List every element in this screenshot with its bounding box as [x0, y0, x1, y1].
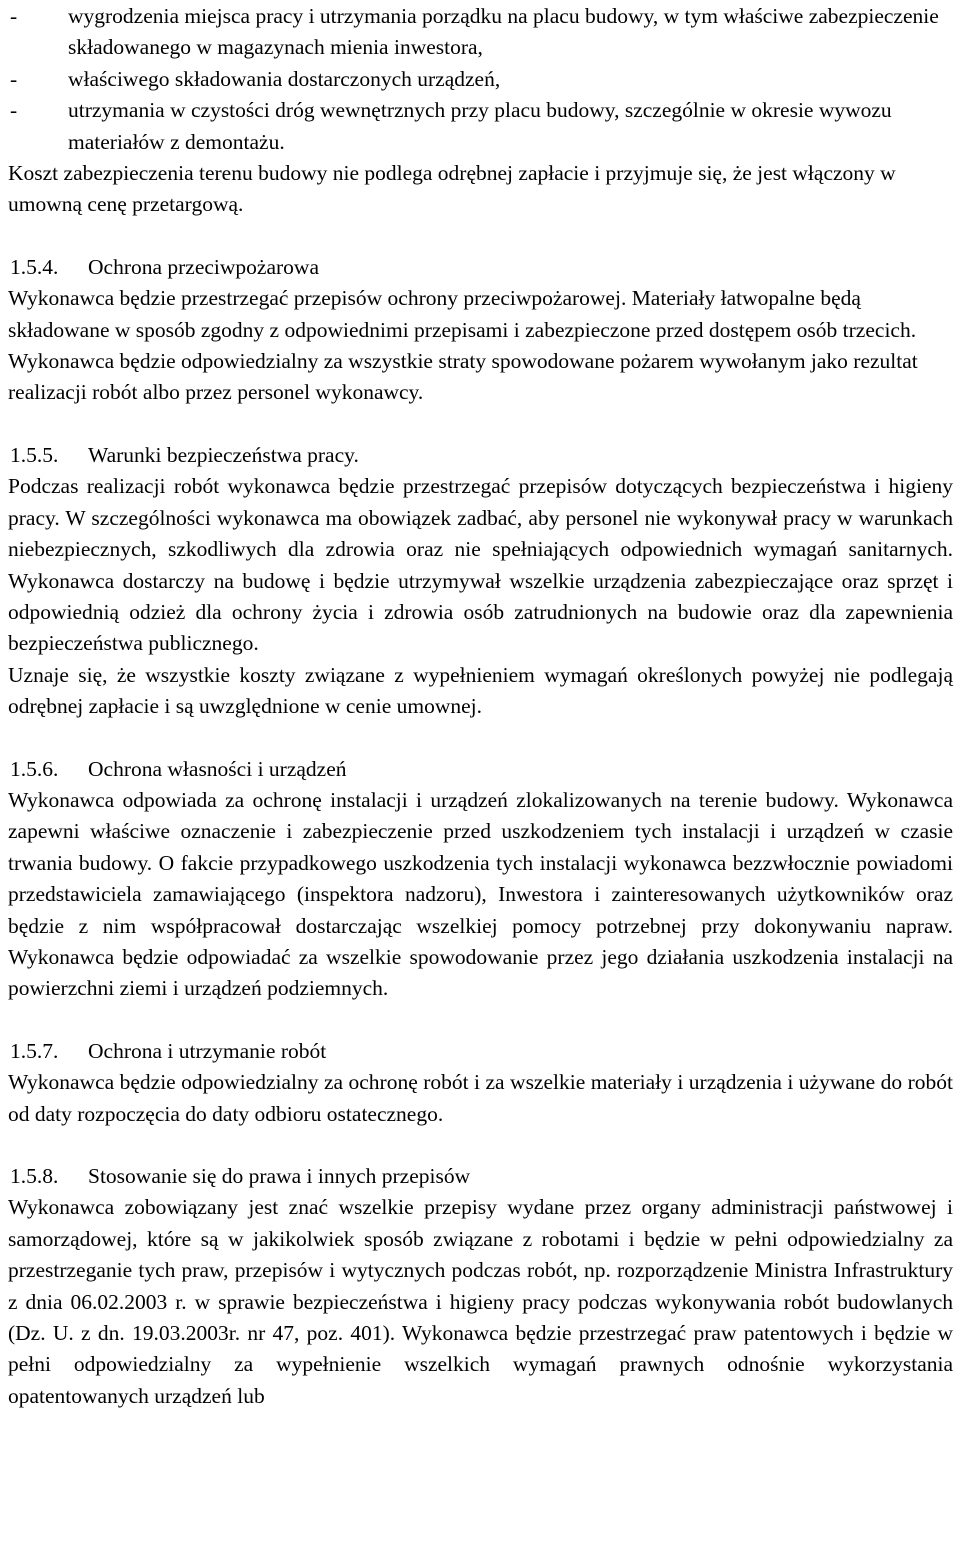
spacer	[8, 409, 953, 440]
section-number: 1.5.5.	[10, 442, 59, 467]
section-paragraph: Uznaje się, że wszystkie koszty związane z wypełnieniem wymagań określonych powyżej nie podlegają odrębnej zapłacie i są uwzględnione w cenie umownej.	[8, 662, 953, 719]
spacer	[8, 1130, 953, 1161]
section-number: 1.5.8.	[10, 1164, 59, 1188]
bullet-text: wygrodzenia miejsca pracy i utrzymania porządku na placu budowy, w tym właściwe zabezpieczenie składowanego w magazynach mienia inwestora,	[68, 4, 939, 60]
section-1-5-7	[8, 1036, 953, 1130]
section-heading	[8, 252, 953, 283]
list-item	[8, 95, 953, 158]
list-item	[8, 64, 953, 95]
section-number: 1.5.7.	[10, 1038, 59, 1063]
section-title: Stosowanie się do prawa i innych przepisów	[88, 1164, 471, 1188]
bullet-dash: -	[10, 98, 18, 123]
bullet-dash: -	[10, 66, 18, 91]
section-paragraph: Wykonawca zobowiązany jest znać wszelkie przepisy wydane przez organy administracji państwowej i samorządowej, które są w jakikolwiek sposób związane z robotami i będzie w pełni odpowiedzialny za przestrzeganie tych praw, przepisów i wytycznych podczas robót, np. rozporządzenie Ministra Infrastruktury z dnia 06.02.2003 r. w sprawie bezpieczeństwa i higieny pracy podczas wykonywania robót budowlanych (Dz. U. z dn. 19.03.2003r. nr 47, poz. 401). Wykonawca będzie przestrzegać praw patentowych i będzie w pełni odpowiedzialny za wypełnienie wszelkich wymagań prawnych odnośnie wykorzystania opatentowanych urządzeń lub	[8, 1195, 953, 1408]
section-title: Ochrona własności i urządzeń	[88, 756, 347, 781]
bullet-list	[8, 0, 953, 158]
section-heading	[8, 440, 953, 471]
list-item	[8, 1, 953, 64]
section-paragraph: Wykonawca będzie przestrzegać przepisów ochrony przeciwpożarowej. Materiały łatwopalne będą składowane w sposób zgodny z odpowiednimi przepisami i zabezpieczone przed dostępem osób trzecich. Wykonawca będzie odpowiedzialny za wszystkie straty spowodowane pożarem wywołanym jako rezultat realizacji robót albo przez personel wykonawcy.	[8, 286, 918, 405]
section-paragraph: Podczas realizacji robót wykonawca będzie przestrzegać przepisów dotyczących bezpieczeństwa i higieny pracy. W szczególności wykonawca ma obowiązek zadbać, aby personel nie wykonywał pracy w warunkach niebezpiecznych, szkodliwych dla zdrowia oraz nie spełniających odpowiednich wymagań sanitarnych. Wykonawca dostarczy na budowę i będzie utrzymywał wszelkie urządzenia zabezpieczające oraz sprzęt i odpowiednią odzież dla ochrony życia i zdrowia osób zatrudnionych na budowie oraz dla zapewnienia bezpieczeństwa publicznego.	[8, 474, 953, 656]
section-title: Ochrona i utrzymanie robót	[88, 1038, 327, 1063]
section-1-5-6	[8, 754, 953, 1005]
section-title: Warunki bezpieczeństwa pracy.	[88, 442, 359, 467]
section-number: 1.5.6.	[10, 756, 59, 781]
bullet-text: utrzymania w czystości dróg wewnętrznych przy placu budowy, szczególnie w okresie wywozu materiałów z demontażu.	[68, 98, 892, 154]
section-1-5-4	[8, 252, 953, 409]
section-paragraph: Wykonawca odpowiada za ochronę instalacji i urządzeń zlokalizowanych na terenie budowy. Wykonawca zapewni właściwe oznaczenie i zabezpieczenie przed uszkodzeniem tych instalacji i urządzeń w czasie trwania budowy. O fakcie przypadkowego uszkodzenia tych instalacji wykonawca bezzwłocznie powiadomi przedstawiciela zamawiającego (inspektora nadzoru), Inwestora i zainteresowanych użytkowników oraz będzie z nim współpracował dostarczając wszelkiej pomocy potrzebnej przy dokonywaniu napraw. Wykonawca będzie odpowiadać za wszelkie spowodowanie przez jego działania uszkodzenia instalacji na powierzchni ziemi i urządzeń podziemnych.	[8, 787, 953, 1001]
bullet-text: właściwego składowania dostarczonych urządzeń,	[68, 66, 501, 91]
section-heading	[8, 754, 953, 785]
section-heading	[8, 1036, 953, 1067]
section-heading	[8, 1161, 953, 1192]
spacer	[8, 723, 953, 754]
section-1-5-8	[8, 1161, 953, 1412]
intro-paragraph: Koszt zabezpieczenia terenu budowy nie podlega odrębnej zapłacie i przyjmuje się, że jest włączony w umowną cenę przetargową.	[8, 161, 896, 217]
spacer	[8, 1005, 953, 1036]
section-title: Ochrona przeciwpożarowa	[88, 254, 319, 279]
section-1-5-5	[8, 440, 953, 723]
section-number: 1.5.4.	[10, 254, 59, 279]
section-paragraph: Wykonawca będzie odpowiedzialny za ochronę robót i za wszelkie materiały i urządzenia i używane do robót od daty rozpoczęcia do daty odbioru ostatecznego.	[8, 1070, 953, 1126]
spacer	[8, 221, 953, 252]
bullet-dash: -	[10, 4, 18, 28]
